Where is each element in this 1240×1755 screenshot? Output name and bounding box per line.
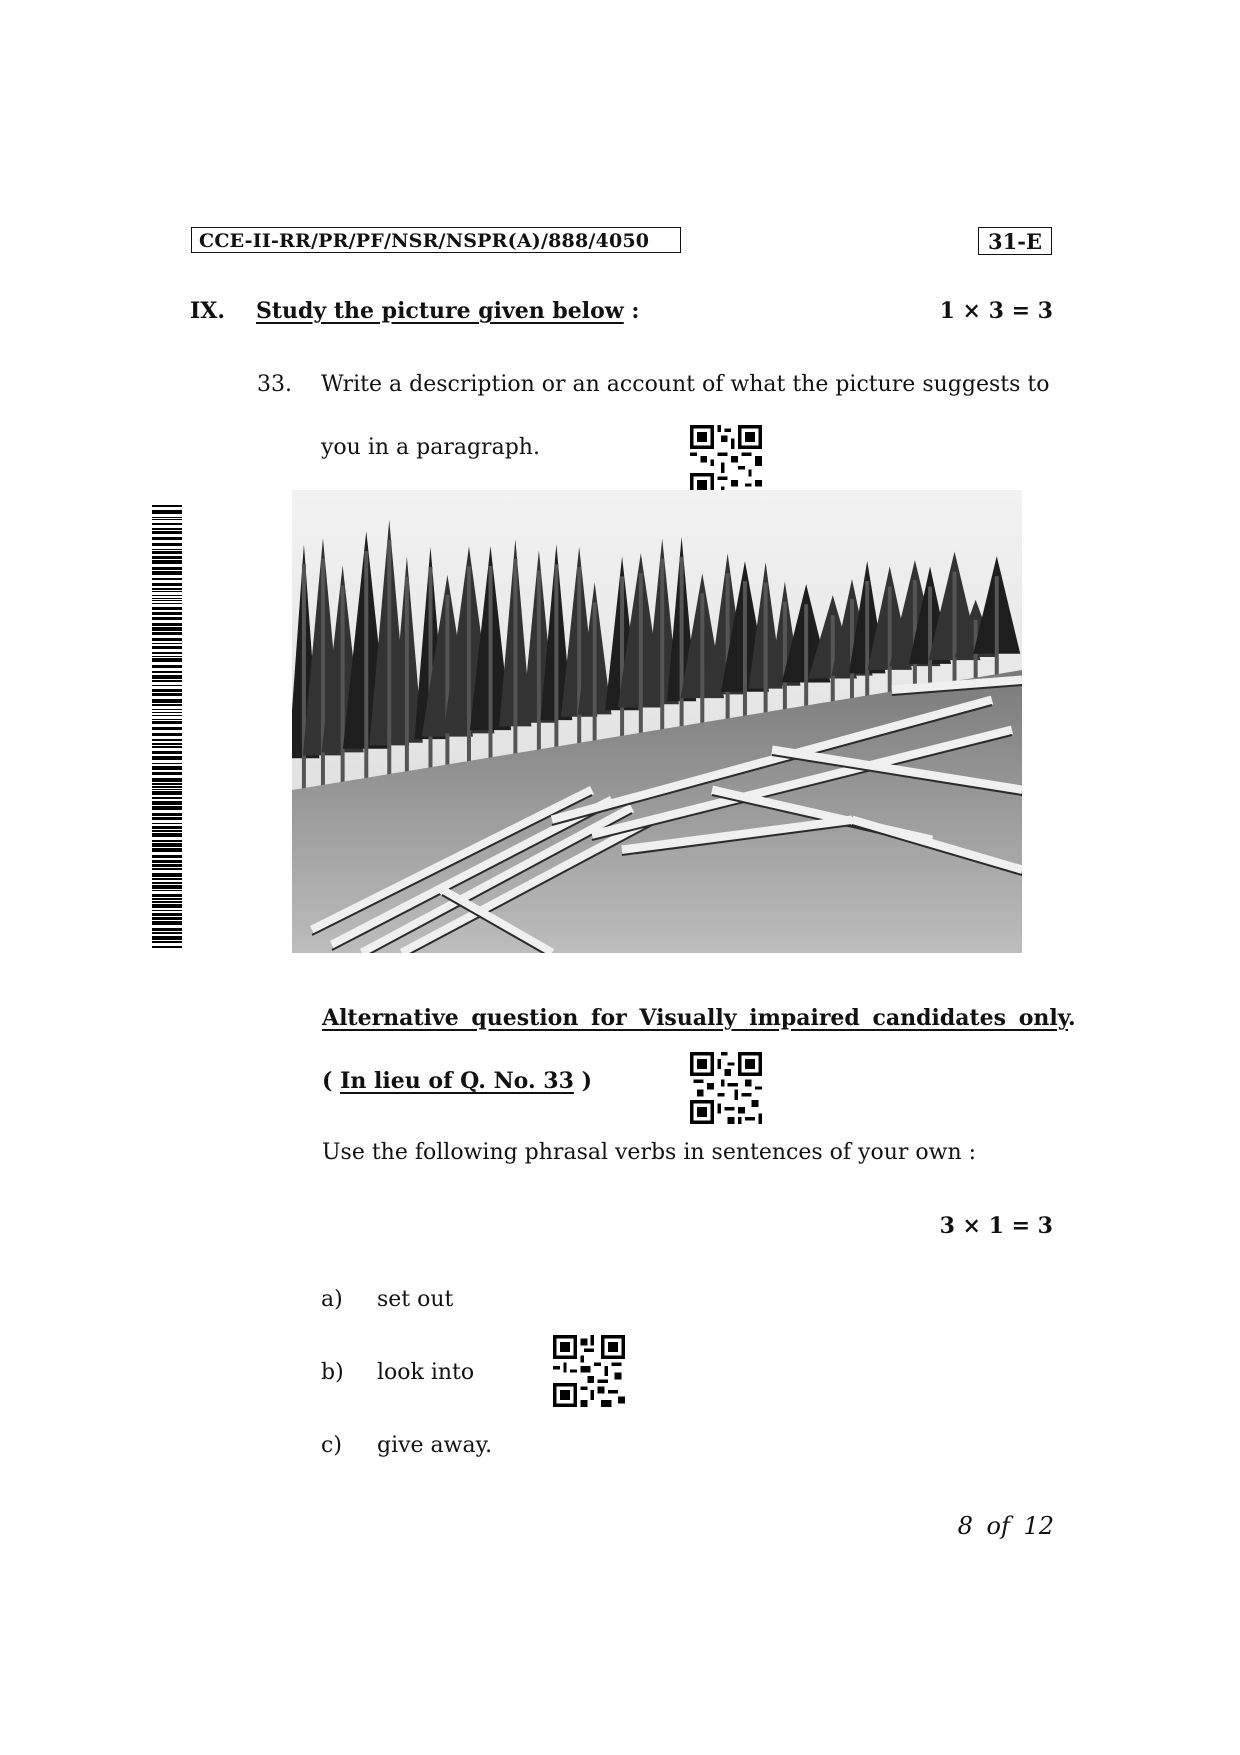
tree-trunk [680,557,684,742]
tree-trunk [364,551,368,789]
barcode-bar [152,868,182,870]
paper-number-badge: 31-E [978,227,1052,255]
barcode-bar [152,551,182,554]
barcode-bar [152,617,182,620]
tree-trunk [321,558,325,795]
barcode-bar [152,727,182,730]
barcode-bar [152,578,182,580]
tree-trunk [593,602,597,754]
tree-trunk [764,582,768,728]
barcode-bar [152,643,182,644]
barcode-bar [152,583,182,586]
tree-trunk [341,586,345,793]
tree-trunk [620,576,624,750]
barcode-bar [152,623,182,626]
option-text: look into [377,1360,475,1385]
tree-trunk [513,559,517,766]
barcode-bar [152,689,182,692]
barcode-bar [152,627,182,631]
barcode-bar [152,571,182,575]
barcode-bar [152,746,182,748]
qr-code-icon [690,425,762,497]
tree-trunk [639,573,643,747]
tree-trunk [467,566,471,773]
section-marks: 1 × 3 = 3 [939,298,1053,324]
barcode-bar [152,917,182,920]
barcode-bar [152,833,182,837]
forest-logging-photo [292,490,1022,953]
barcode-bar [152,894,182,897]
tree-trunk [489,566,493,770]
barcode-bar [152,936,182,940]
barcode-bar [152,612,182,615]
barcode-bar [152,890,182,891]
barcode-bar [152,878,182,880]
barcode-bar [152,671,182,673]
barcode-bar [152,823,182,824]
barcode-bar [152,607,182,610]
barcode-bar [152,543,182,546]
barcode-bar [152,505,182,507]
barcode-bar [152,763,182,764]
tree-trunk [783,602,787,726]
barcode-bar [152,778,182,782]
alternative-instruction: Use the following phrasal verbs in sentences of your own : [322,1140,977,1165]
qr-code-icon [553,1335,625,1407]
barcode-bar [152,946,182,948]
barcode-bar [152,523,182,525]
option-letter: b) [321,1360,344,1385]
barcode-bar [152,913,182,916]
barcode-bar [152,719,182,720]
in-lieu-note [322,1068,592,1094]
barcode-bar [152,873,182,877]
barcode-bar [152,855,182,858]
barcode-bar [152,675,182,679]
barcode-bar [152,789,182,790]
barcode-bar [152,864,182,867]
barcode-bar [152,595,182,596]
barcode-bar [152,791,182,795]
barcode-bar [152,901,182,903]
barcode-bar [152,860,182,863]
barcode-bar [152,603,182,604]
barcode-bar [152,910,182,911]
section-number: IX. [190,298,226,324]
barcode-bar [152,567,182,570]
question-number: 33. [257,372,292,397]
barcode-bar [152,797,182,799]
barcode-bar [152,712,182,713]
tree-trunk [302,564,306,798]
barcode-icon [152,505,182,948]
barcode-bar [152,739,182,741]
barcode-bar [152,817,182,820]
barcode-bar [152,715,182,716]
barcode-bar [152,772,182,775]
section-title [256,298,640,324]
barcode-bar [152,751,182,754]
barcode-bar [152,658,182,662]
alternative-question-title [322,1005,1076,1031]
barcode-bar [152,928,182,931]
barcode-bar [152,528,182,530]
tree-trunk [888,586,892,710]
alternative-title-end: . [1068,1005,1076,1031]
barcode-bar [152,600,182,601]
option-letter: a) [321,1287,343,1312]
in-lieu-open: ( [322,1068,341,1094]
barcode-bar [152,848,182,852]
question-text-line-1: Write a description or an account of what the picture suggests to [321,372,1050,397]
barcode-bar [152,813,182,816]
question-text-line-2: you in a paragraph. [321,435,540,460]
tree-trunk [865,581,869,713]
option-text: set out [377,1287,454,1312]
barcode-bar [152,783,182,785]
tree-trunk [537,570,541,763]
barcode-bar [152,721,182,724]
qr-code-icon [690,1052,762,1124]
tree-trunk [660,558,664,744]
tree-trunk [743,581,747,732]
tree-trunk [804,604,808,722]
barcode-bar [152,801,182,805]
barcode-bar [152,549,182,550]
barcode-bar [152,591,182,592]
barcode-bar [152,840,182,842]
barcode-bar [152,519,182,520]
barcode-bar [152,537,182,540]
barcode-bar [152,517,182,518]
in-lieu-close: ) [573,1068,592,1094]
in-lieu-text: In lieu of Q. No. 33 [340,1068,574,1094]
barcode-bar [152,699,182,703]
barcode-bar [152,709,182,710]
tree-trunk [554,564,558,760]
barcode-bar [152,531,182,534]
barcode-bar [152,786,182,788]
barcode-bar [152,743,182,745]
barcode-bar [152,756,182,760]
question-paper-code: CCE-II-RR/PR/PF/NSR/NSPR(A)/888/4050 [191,227,681,253]
barcode-bar [152,588,182,590]
option-letter: c) [321,1433,342,1458]
barcode-bar [152,665,182,668]
barcode-bar [152,560,182,564]
tree-trunk [700,593,704,738]
barcode-bar [152,898,182,900]
barcode-bar [152,685,182,686]
barcode-bar [152,556,182,559]
barcode-bar [152,830,182,832]
barcode-bar [152,598,182,599]
barcode-bar [152,941,182,943]
barcode-bar [152,932,182,934]
barcode-bar [152,680,182,682]
barcode-bar [152,806,182,810]
barcode-bar [152,826,182,829]
option-text: give away. [377,1433,493,1458]
barcode-bar [152,652,182,654]
barcode-bar [152,843,182,847]
tree-trunk [405,577,409,783]
barcode-bar [152,656,182,657]
tree-trunk [577,567,581,757]
alternative-title-text: Alternative question for Visually impaired candidates only [322,1005,1068,1031]
tree-trunk [445,595,449,777]
section-title-text: Study the picture given below [256,298,624,324]
barcode-bar [152,704,182,706]
alternative-marks: 3 × 1 = 3 [939,1213,1053,1239]
barcode-bar [152,733,182,736]
barcode-bar [152,646,182,649]
barcode-bar [152,766,182,770]
barcode-bar [152,693,182,696]
barcode-bar [152,921,182,925]
tree-trunk [387,540,391,785]
barcode-bar [152,638,182,641]
barcode-bar [152,510,182,514]
section-title-suffix: : [623,298,640,324]
barcode-bar [152,882,182,884]
page-number: 8 of 12 [957,1512,1054,1540]
barcode-bar [152,885,182,889]
barcode-bar [152,632,182,635]
barcode-bar [152,904,182,908]
